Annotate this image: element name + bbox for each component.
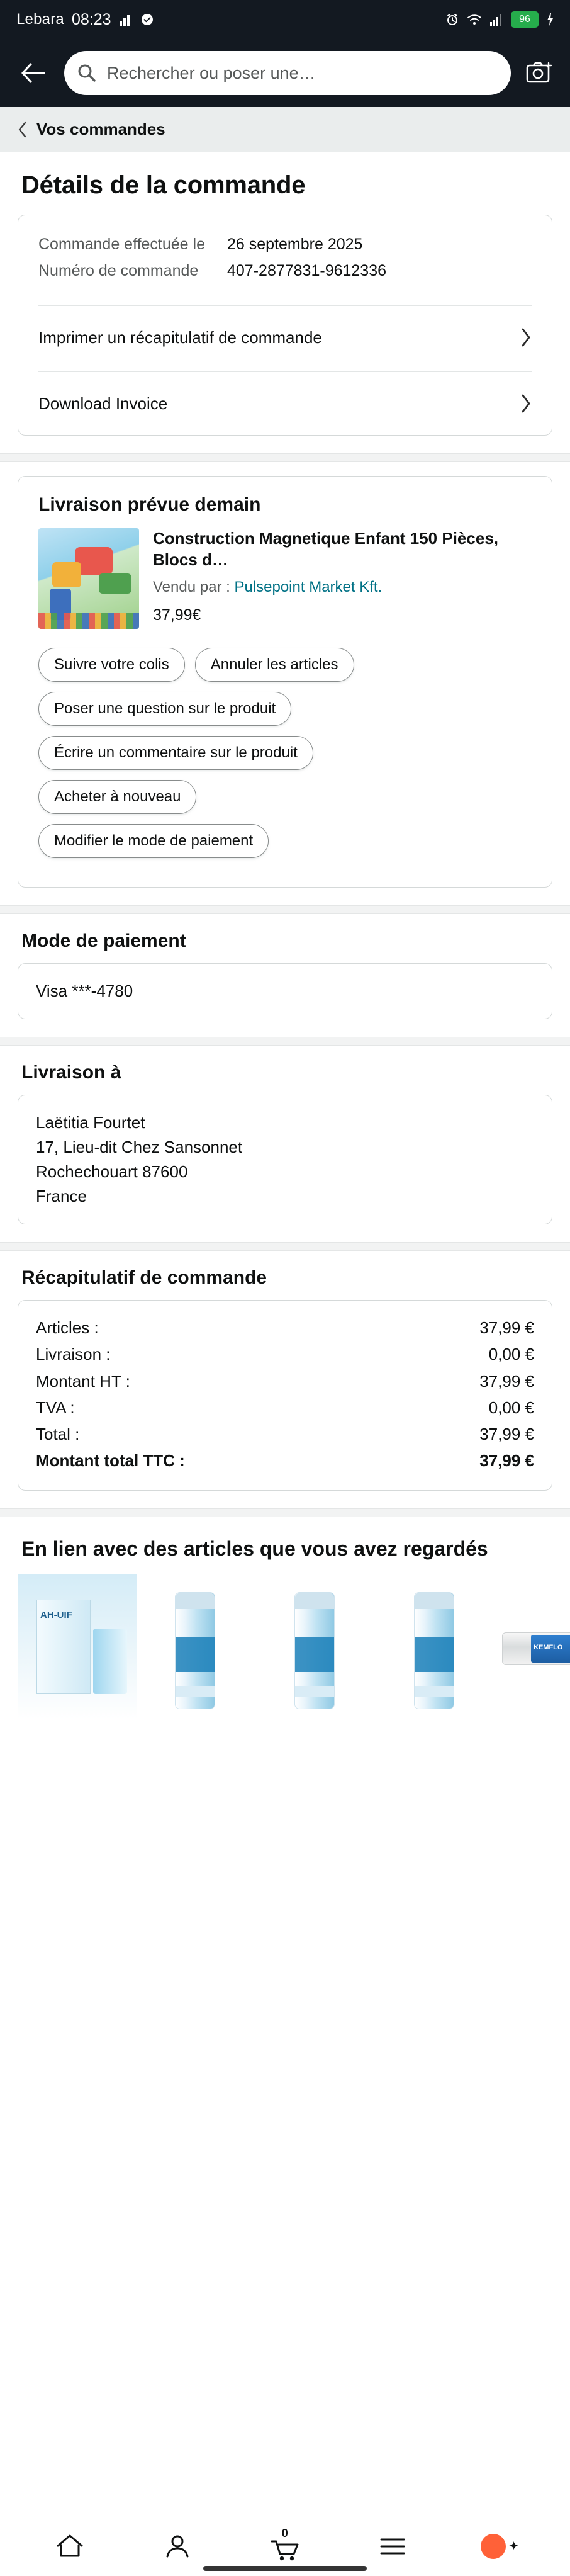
payment-method-card (18, 963, 552, 1019)
battery-icon (511, 11, 539, 28)
summary-value: 37,99 € (479, 1424, 534, 1443)
order-meta-values (227, 234, 532, 287)
search-icon (77, 63, 97, 83)
section-separator (0, 1508, 570, 1517)
product-title[interactable]: Construction Magnetique Enfant 150 Pièces, Blocs d… (153, 529, 498, 570)
summary-total-value: 37,99 € (479, 1450, 534, 1470)
check-circle-icon (140, 13, 154, 26)
breadcrumb[interactable] (0, 107, 570, 152)
summary-value: 0,00 € (488, 1345, 534, 1364)
summary-label: Articles : (36, 1318, 99, 1338)
payment-section-title: Mode de paiement (21, 930, 186, 952)
camera-search-icon[interactable] (522, 56, 556, 90)
order-summary-card (18, 1300, 552, 1491)
shipment-actions (18, 634, 552, 887)
battery-level: 96 (519, 14, 530, 25)
address-line: France (36, 1187, 87, 1206)
gesture-bar (203, 2566, 367, 2571)
payment-method-value: Visa ***-4780 (36, 981, 133, 1001)
hamburger-menu-icon[interactable] (358, 2524, 427, 2569)
print-order-summary-label: Imprimer un récapitulatif de commande (38, 328, 322, 347)
delivery-estimate-title: Livraison prévue demain (38, 494, 261, 516)
wifi-icon (467, 13, 482, 26)
summary-value: 37,99 € (479, 1371, 534, 1391)
status-bar-right (445, 11, 554, 28)
action-row-1 (38, 648, 532, 682)
product-price: 37,99€ (153, 606, 201, 624)
summary-total-row (36, 1447, 534, 1474)
download-invoice-link[interactable] (18, 372, 552, 435)
section-separator (0, 905, 570, 914)
shipping-address-section-title: Livraison à (21, 1062, 121, 1083)
shipment-info (153, 528, 532, 629)
order-number-label: Numéro de commande (38, 261, 199, 280)
recommendation-item[interactable] (137, 1574, 257, 1719)
shipment-body (18, 528, 552, 634)
address-line: Laëtitia Fourtet (36, 1113, 145, 1133)
home-icon[interactable] (35, 2524, 104, 2569)
person-icon[interactable] (143, 2524, 212, 2569)
recommendation-label: KEMFLO (534, 1643, 563, 1651)
address-line: Rochechouart 87600 (36, 1162, 188, 1182)
summary-label: Total : (36, 1424, 80, 1443)
order-summary-section-title: Récapitulatif de commande (21, 1267, 267, 1289)
action-row-4 (38, 780, 532, 814)
product-thumbnail[interactable] (38, 528, 139, 629)
action-row-5 (38, 824, 532, 858)
recommendations-carousel[interactable] (0, 1574, 570, 1732)
recommendation-item[interactable] (376, 1574, 496, 1719)
summary-label: TVA : (36, 1398, 75, 1417)
sold-by-line (153, 577, 532, 597)
summary-row (36, 1314, 534, 1341)
order-info-card (18, 215, 552, 436)
signal-bars-icon (119, 13, 133, 26)
cellular-bars-icon (489, 13, 503, 26)
order-number-value: 407-2877831-9612336 (227, 261, 387, 280)
section-separator (0, 1037, 570, 1046)
chevron-right-icon (520, 328, 532, 347)
address-line: 17, Lieu-dit Chez Sansonnet (36, 1138, 243, 1157)
seller-link[interactable]: Pulsepoint Market Kft. (234, 578, 383, 596)
recommendation-item[interactable] (496, 1574, 570, 1719)
print-order-summary-link[interactable] (18, 306, 552, 369)
order-placed-value: 26 septembre 2025 (227, 235, 363, 253)
chevron-left-icon (18, 121, 28, 138)
summary-row (36, 1394, 534, 1421)
cart-badge: 0 (281, 2526, 288, 2539)
status-bar (0, 0, 570, 39)
summary-label: Livraison : (36, 1345, 111, 1364)
ask-product-question-button[interactable]: Poser une question sur le produit (38, 692, 291, 726)
breadcrumb-label: Vos commandes (36, 120, 165, 138)
chat-sparkle-icon[interactable]: ✦ (466, 2524, 535, 2569)
summary-row (36, 1341, 534, 1367)
action-row-2 (38, 692, 532, 726)
sold-by-separator: : (226, 578, 230, 596)
bottom-navigation-bar (0, 2516, 570, 2576)
alarm-clock-icon (445, 13, 459, 26)
recommendations-title: En lien avec des articles que vous avez regardés (21, 1537, 488, 1560)
order-meta-labels (38, 234, 227, 287)
download-invoice-label: Download Invoice (38, 394, 168, 414)
search-input[interactable] (64, 51, 511, 95)
search-placeholder-text: Rechercher ou poser une… (107, 63, 316, 82)
change-payment-method-button[interactable]: Modifier le mode de paiement (38, 824, 269, 858)
sold-by-label: Vendu par (153, 578, 222, 596)
summary-row (36, 1368, 534, 1394)
recommendation-item[interactable] (257, 1574, 376, 1719)
summary-row (36, 1421, 534, 1447)
search-header (0, 39, 570, 107)
page-content (0, 152, 570, 1732)
chevron-right-icon (520, 394, 532, 413)
summary-value: 0,00 € (488, 1398, 534, 1417)
shipment-card (18, 476, 552, 888)
summary-label: Montant HT : (36, 1371, 130, 1391)
order-meta (18, 215, 552, 303)
status-bar-left (16, 11, 154, 29)
buy-again-button[interactable]: Acheter à nouveau (38, 780, 196, 814)
action-row-3 (38, 736, 532, 770)
battery-bolt-icon (546, 13, 554, 26)
carrier-label: Lebara (16, 11, 64, 28)
write-product-review-button[interactable]: Écrire un commentaire sur le produit (38, 736, 313, 770)
page-title: Détails de la commande (21, 171, 306, 199)
clock-label: 08:23 (71, 10, 111, 28)
summary-total-label: Montant total TTC : (36, 1450, 185, 1470)
recommendation-label: AH-UIF (40, 1609, 72, 1620)
shipping-address-card (18, 1095, 552, 1224)
cancel-items-button[interactable]: Annuler les articles (195, 648, 354, 682)
back-arrow-icon[interactable] (14, 54, 53, 93)
recommendation-item[interactable] (18, 1574, 137, 1719)
summary-value: 37,99 € (479, 1318, 534, 1338)
track-package-button[interactable]: Suivre votre colis (38, 648, 185, 682)
section-separator (0, 453, 570, 462)
order-placed-label: Commande effectuée le (38, 235, 205, 253)
shopping-cart-icon[interactable] (250, 2524, 320, 2569)
section-separator (0, 1242, 570, 1251)
